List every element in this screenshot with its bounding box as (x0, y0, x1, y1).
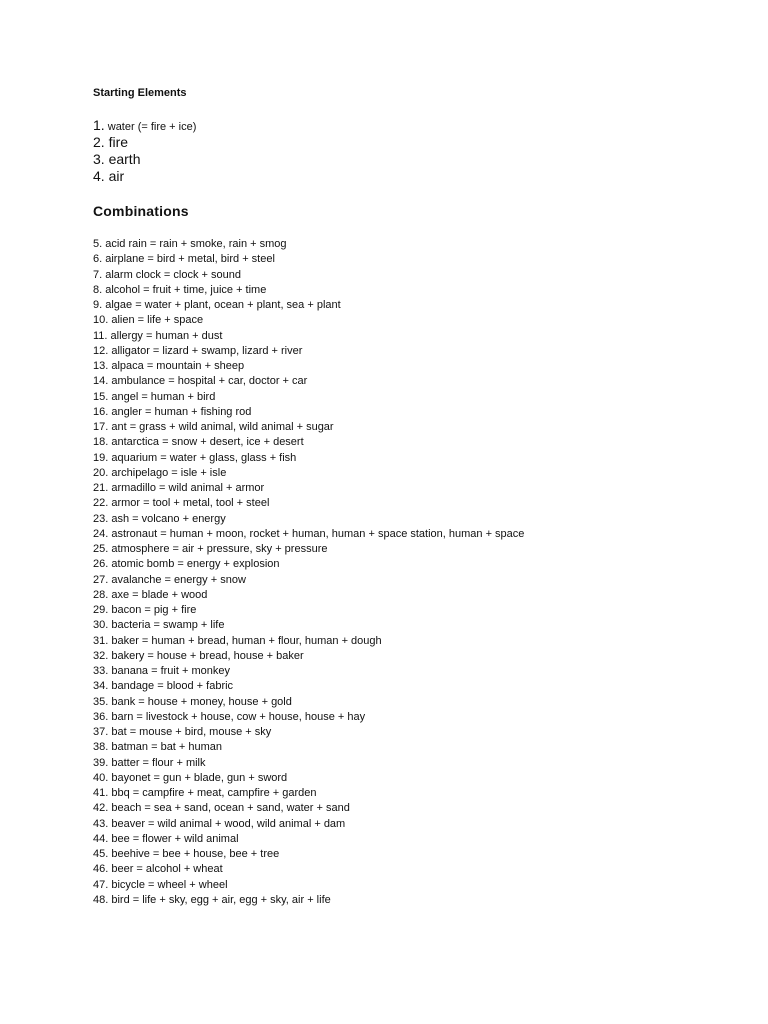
combination-item: 36. barn = livestock + house, cow + house, house + hay (93, 710, 366, 723)
combination-item: 25. atmosphere = air + pressure, sky + pressure (93, 543, 328, 555)
combination-item: 5. acid rain = rain + smoke, rain + smog (93, 238, 287, 250)
combination-item: 31. baker = human + bread, human + flour, human + dough (93, 634, 382, 647)
item-text: air (104, 168, 125, 184)
combination-item: 24. astronaut = human + moon, rocket + human, human + space station, human + space (93, 527, 525, 540)
combination-item: 23. ash = volcano + energy (93, 512, 226, 525)
starting-element-item (93, 134, 196, 151)
combination-item: 8. alcohol = fruit + time, juice + time (93, 283, 267, 296)
combination-item: 7. alarm clock = clock + sound (93, 268, 241, 281)
combination-item: 34. bandage = blood + fabric (93, 680, 234, 693)
combination-item: 43. beaver = wild animal + wood, wild animal + dam (93, 817, 346, 830)
item-number: 1. (93, 117, 105, 133)
combination-item: 11. allergy = human + dust (93, 329, 223, 342)
combination-item: 12. alligator = lizard + swamp, lizard + river (93, 344, 303, 357)
item-number: 3. (93, 151, 105, 167)
starting-elements-list (93, 117, 196, 185)
combination-item: 40. bayonet = gun + blade, gun + sword (93, 771, 288, 784)
combination-item: 42. beach = sea + sand, ocean + sand, water + sand (93, 802, 350, 815)
combinations-list (93, 237, 524, 908)
combination-item: 27. avalanche = energy + snow (93, 573, 246, 586)
combination-item: 18. antarctica = snow + desert, ice + desert (93, 436, 304, 449)
combination-item: 33. banana = fruit + monkey (93, 665, 230, 677)
combination-item: 20. archipelago = isle + isle (93, 466, 227, 479)
combinations-heading: Combinations (93, 203, 189, 219)
combination-item: 26. atomic bomb = energy + explosion (93, 558, 280, 571)
combination-item: 45. beehive = bee + house, bee + tree (93, 848, 280, 860)
starting-element-item (93, 151, 196, 168)
combination-item: 9. algae = water + plant, ocean + plant, sea + plant (93, 299, 341, 311)
combination-item: 10. alien = life + space (93, 314, 204, 327)
combination-item: 38. batman = bat + human (93, 741, 223, 754)
combination-item: 29. bacon = pig + fire (93, 604, 197, 616)
combination-item: 21. armadillo = wild animal + armor (93, 482, 265, 494)
combination-item: 14. ambulance = hospital + car, doctor + car (93, 375, 308, 388)
combination-item: 15. angel = human + bird (93, 390, 216, 403)
item-text: fire (104, 134, 129, 150)
item-number: 2. (93, 134, 105, 150)
combination-item: 46. beer = alcohol + wheat (93, 863, 223, 876)
item-text: earth (104, 151, 141, 167)
combination-item: 17. ant = grass + wild animal, wild animal + sugar (93, 421, 334, 433)
starting-element-item (93, 168, 196, 185)
item-text: water (= fire + ice) (104, 121, 197, 133)
combination-item: 28. axe = blade + wood (93, 588, 208, 601)
combination-item: 37. bat = mouse + bird, mouse + sky (93, 726, 272, 738)
combination-item: 41. bbq = campfire + meat, campfire + garden (93, 787, 317, 799)
combination-item: 19. aquarium = water + glass, glass + fish (93, 451, 297, 464)
starting-element-item (93, 117, 196, 134)
starting-elements-heading: Starting Elements (93, 87, 187, 99)
combination-item: 13. alpaca = mountain + sheep (93, 360, 245, 372)
combination-item: 44. bee = flower + wild animal (93, 832, 239, 845)
combination-item: 39. batter = flour + milk (93, 756, 206, 769)
combination-item: 16. angler = human + fishing rod (93, 405, 252, 418)
combination-item: 32. bakery = house + bread, house + baker (93, 649, 304, 662)
combination-item: 47. bicycle = wheel + wheel (93, 878, 228, 891)
combination-item: 48. bird = life + sky, egg + air, egg + sky, air + life (93, 893, 331, 906)
combination-item: 30. bacteria = swamp + life (93, 619, 225, 632)
item-number: 4. (93, 168, 105, 184)
combination-item: 6. airplane = bird + metal, bird + steel (93, 253, 275, 266)
combination-item: 35. bank = house + money, house + gold (93, 695, 292, 708)
combination-item: 22. armor = tool + metal, tool + steel (93, 497, 270, 510)
